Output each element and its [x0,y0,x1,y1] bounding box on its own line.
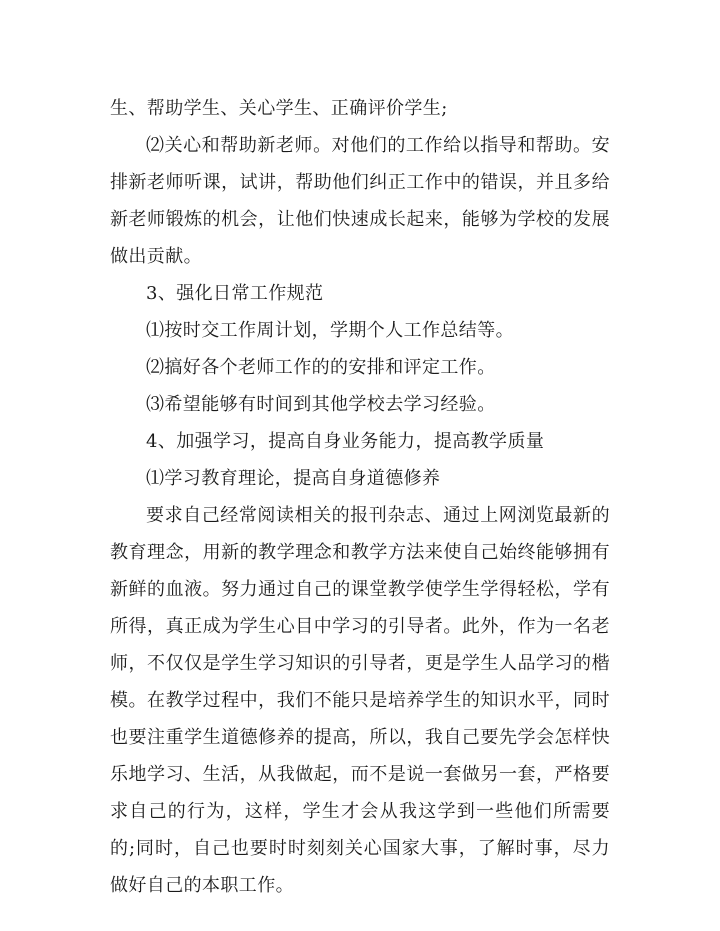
document-body [110,90,610,904]
list-item-weekly-plan: ⑴按时交工作周计划，学期个人工作总结等。 [146,320,514,341]
paragraph-new-teacher-support: ⑵关心和帮助新老师。对他们的工作给以指导和帮助。安排新老师听课，试讲，帮助他们纠正工作中的错误，并且多给新老师锻炼的机会，让他们快速成长起来，能够为学校的发展做出贡献。 [110,135,610,267]
list-item-school-visits: ⑶希望能够有时间到其他学校去学习经验。 [146,394,496,415]
paragraph-self-requirements: 要求自己经常阅读相关的报刊杂志、通过上网浏览最新的教育理念，用新的教学理念和教学方法来使自己始终能够拥有新鲜的血液。努力通过自己的课堂教学使学生学得轻松，学有所得，真正成为学生心目中学习的引导者。此外，作为一名老师，不仅仅是学生学习知识的引导者，更是学生人品学习的楷模。在教学过程中，我们不能只是培养学生的知识水平，同时也要注重学生道德修养的提高，所以，我自己要先学会怎样快乐地学习、生活，从我做起，而不是说一套做另一套，严格要求自己的行为，这样，学生才会从我这学到一些他们所需要的;同时，自己也要时时刻刻关心国家大事，了解时事，尽力做好自己的本职工作。 [110,505,610,896]
section-heading-routine-work: 3、强化日常工作规范 [146,283,324,304]
paragraph-continuation: 生、帮助学生、关心学生、正确评价学生; [110,98,448,119]
list-item-education-theory: ⑴学习教育理论，提高自身道德修养 [146,468,441,489]
list-item-work-evaluation: ⑵搞好各个老师工作的的安排和评定工作。 [146,357,496,378]
section-heading-strengthen-learning: 4、加强学习，提高自身业务能力，提高教学质量 [146,431,545,452]
